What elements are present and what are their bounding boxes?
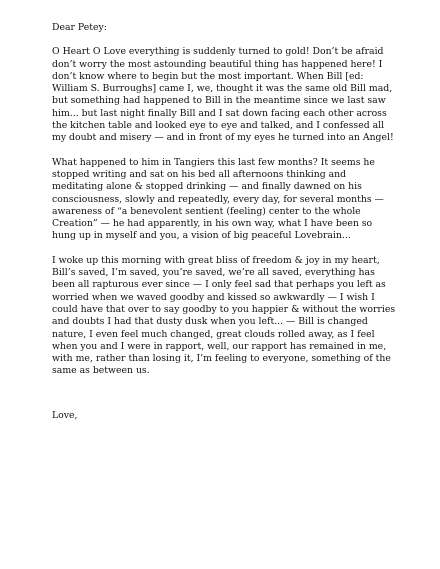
salutation: Dear Petey:: [52, 22, 107, 33]
closing: Love,: [52, 409, 78, 421]
letter-paragraph-3: I woke up this morning with great bliss of freedom & joy in my heart, Bill’s saved, I’m saved, you’re saved, we’re all saved, everything has been all rapturous ever since — I only feel sad that perhaps you left as worried when we waved goodby and kissed so awkwardly — I wish I could have that over to say goodby to you happier & without the worries and doubts I had that dusty dusk when you left... — Bill is changed nature, I even feel much changed, great clouds rolled away, as I feel when you and I were in rapport, well, our rapport has remained in me, with me, rather than losing it, I’m feeling to everyone, something of the same as between us.: [52, 254, 396, 377]
letter-page: [52, 22, 397, 431]
letter-paragraph-2: What happened to him in Tangiers this last few months? It seems he stopped writing and sat on his bed all afternoons thinking and meditating alone & stopped drinking — and finally dawned on his consciousness, slowly and repeatedly, every day, for several months — awareness of “a benevolent sentient (feeling) center to the whole Creation” — he had apparently, in his own way, what I have been so hung up in myself and you, a vision of big peaceful Lovebrain...: [52, 156, 384, 242]
letter-paragraph-1: O Heart O Love everything is suddenly turned to gold! Don’t be afraid don’t worry the most astounding beautiful thing has happened here! I don’t know where to begin but the most important. When Bill [ed: William S. Burroughs] came I, we, thought it was the same old Bill mad, but something had happened to Bill in the meantime since we last saw him... but last night finally Bill and I sat down facing each other across the kitchen table and looked eye to eye and talked, and I confessed all my doubt and misery — and in front of my eyes he turned into an Angel!: [52, 46, 394, 144]
